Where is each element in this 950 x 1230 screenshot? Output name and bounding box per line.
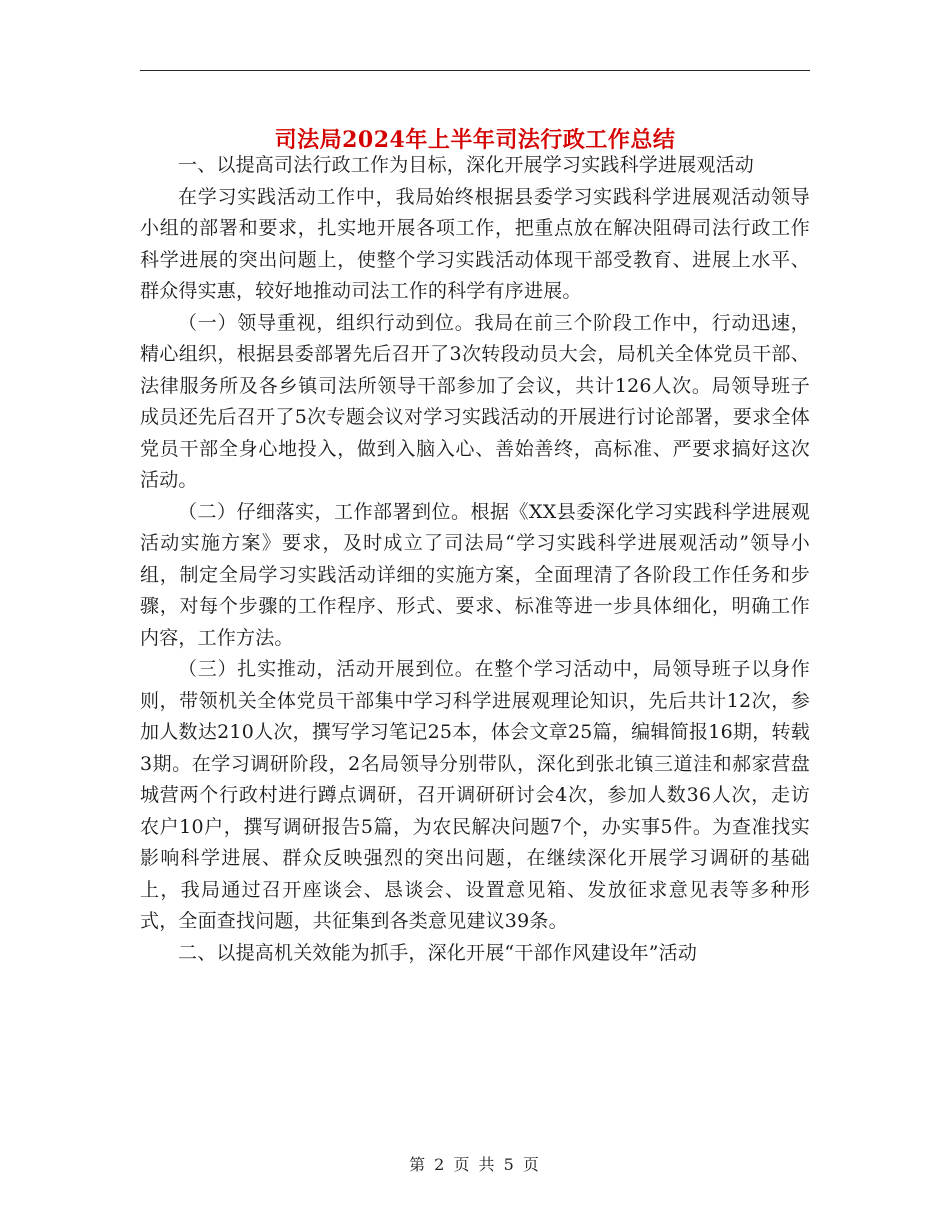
body-paragraph: 在学习实践活动工作中，我局始终根据县委学习实践科学进展观活动领导小组的部署和要求，扎实地开展各项工作，把重点放在解决阻碍司法行政工作科学进展的突出问题上，使整个学习实践活动体现干部受教育、进展上水平、群众得实惠，较好地推动司法工作的科学有序进展。 [140, 185, 810, 302]
section-heading-2: 二、以提高机关效能为抓手，深化开展“干部作风建设年”活动 [178, 941, 698, 964]
body-paragraph: （一）领导重视，组织行动到位。我局在前三个阶段工作中，行动迅速，精心组织，根据县委部署先后召开了3次转段动员大会，局机关全体党员干部、法律服务所及各乡镇司法所领导干部参加了会议，共计126人次。局领导班子成员还先后召开了5次专题会议对学习实践活动的开展进行讨论部署，要求全体党员干部全身心地投入，做到入脑入心、善始善终，高标准、严要求搞好这次活动。 [140, 311, 810, 491]
document-body [140, 150, 810, 969]
section-heading-1: 一、以提高司法行政工作为目标，深化开展学习实践科学进展观活动 [178, 154, 755, 176]
document-title: 司法局2024年上半年司法行政工作总结 [274, 126, 676, 153]
header-rule [140, 70, 810, 71]
page-number: 第 2 页 共 5 页 [409, 1155, 541, 1174]
body-paragraph: （二）仔细落实，工作部署到位。根据《XX县委深化学习实践科学进展观活动实施方案》要求，及时成立了司法局“学习实践科学进展观活动”领导小组，制定全局学习实践活动详细的实施方案，全面理清了各阶段工作任务和步骤，对每个步骤的工作程序、形式、要求、标准等进一步具体细化，明确工作内容，工作方法。 [140, 500, 810, 649]
body-paragraph: （三）扎实推动，活动开展到位。在整个学习活动中，局领导班子以身作则，带领机关全体党员干部集中学习科学进展观理论知识，先后共计12次，参加人数达210人次，撰写学习笔记25本，体会文章25篇，编辑简报16期，转载3期。在学习调研阶段，2名局领导分别带队，深化到张北镇三道洼和郝家营盘城营两个行政村进行蹲点调研，召开调研研讨会4次，参加人数36人次，走访农户10户，撰写调研报告5篇，为农民解决问题7个，办实事5件。为查准找实影响科学进展、群众反映强烈的突出问题，在继续深化开展学习调研的基础上，我局通过召开座谈会、恳谈会、设置意见箱、发放征求意见表等多种形式，全面查找问题，共征集到各类意见建议39条。 [140, 658, 810, 932]
